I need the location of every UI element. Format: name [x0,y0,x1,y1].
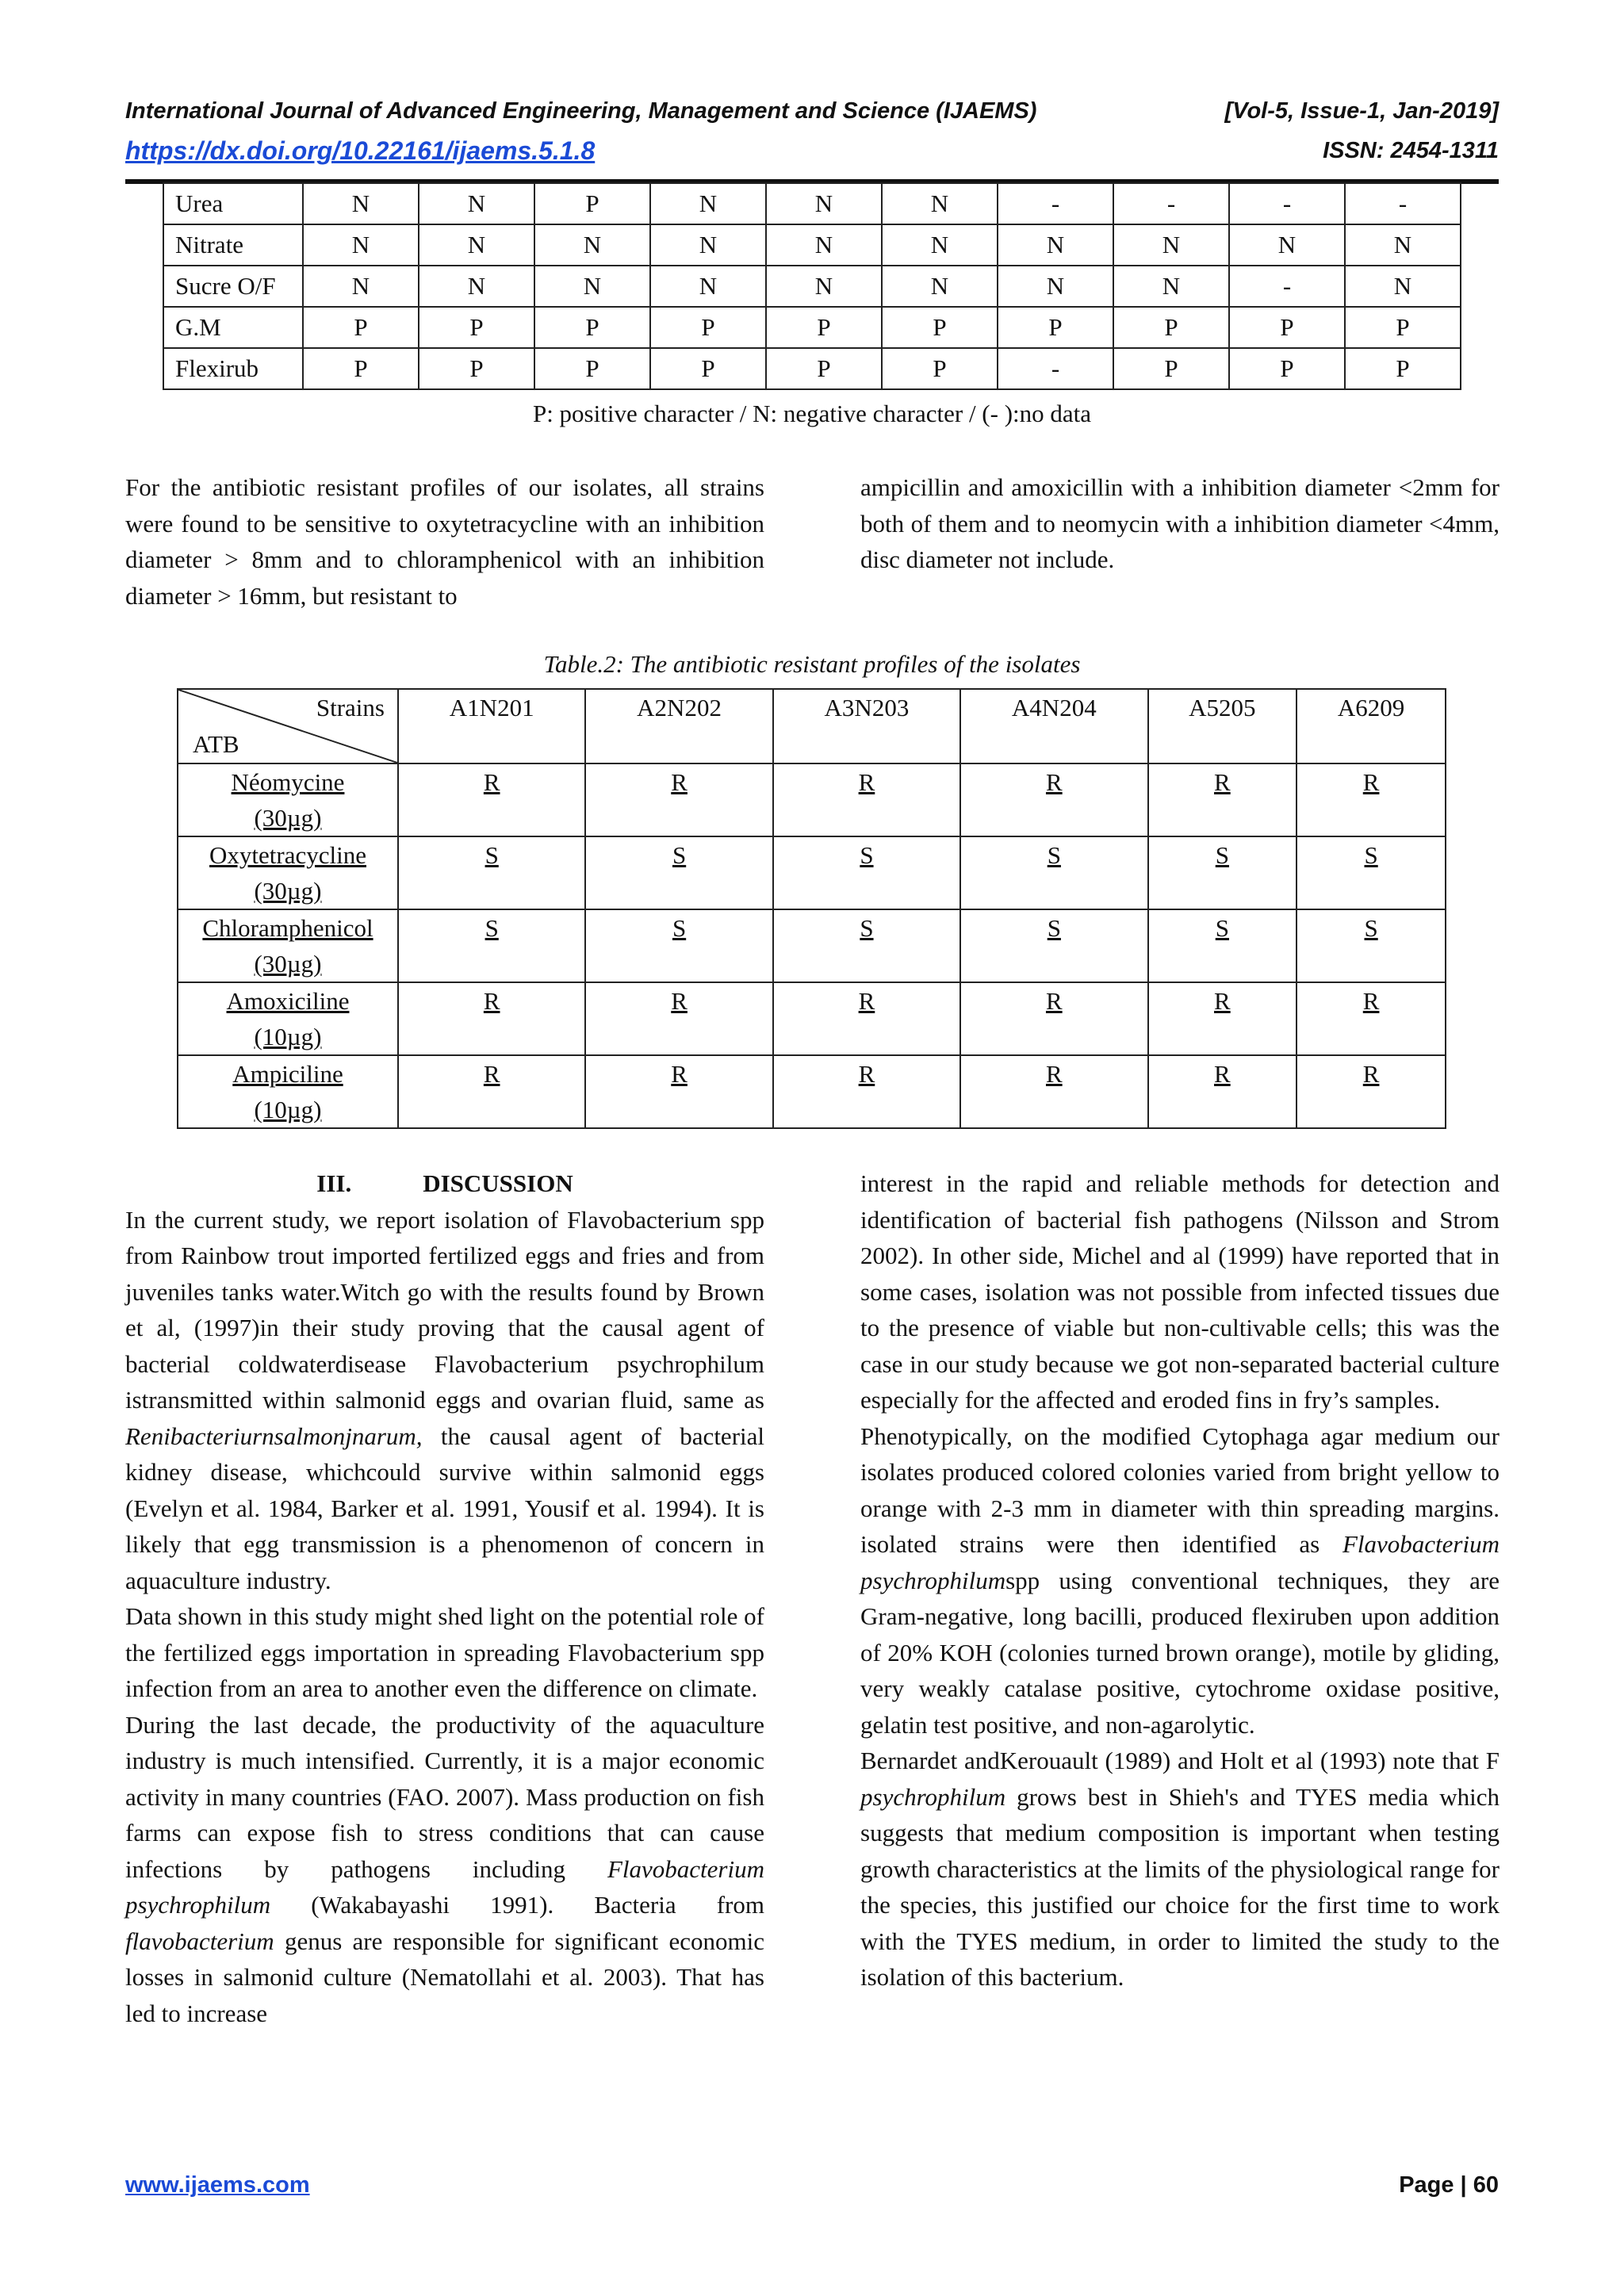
volume-info: [Vol-5, Issue-1, Jan-2019] [1224,98,1499,124]
discussion-paragraph: During the last decade, the productivity of the aquaculture industry is much intensified. Currently, it is a major economic activity in many countries (FAO. 2007). Mass production on fish farms can expose fish to stress conditions that can cause infections by pathogens including Flavobacterium psychrophilum (Wakabayashi 1991). Bacteria from flavobacterium genus are responsible for significant economic losses in salmonid culture (Nematollahi et al. 2003). That has led to increase [125,1710,765,2027]
table-cell: N [766,183,882,224]
table-cell: P [534,183,650,224]
table-cell: P [882,307,998,348]
resistance-cell: R [773,982,960,1055]
antibiotic-table [177,688,1446,1129]
resistance-cell: S [585,909,772,982]
row-label: Nitrate [163,224,303,266]
table-cell: P [1345,307,1461,348]
resistance-cell: R [398,763,585,836]
table-cell: P [1229,348,1345,389]
table-cell: N [1113,224,1229,266]
strain-header: A1N201 [398,689,585,763]
discussion-paragraph: Data shown in this study might shed light on the potential role of the fertilized eggs importation in spreading Flavobacterium spp infection from an area to another even the difference on climate. [125,1602,764,1702]
table-cell: - [1229,183,1345,224]
table-cell: - [1113,183,1229,224]
table-cell: P [534,307,650,348]
resistance-cell: R [585,982,772,1055]
resistance-cell: R [960,982,1147,1055]
page-number: Page | 60 [1399,2172,1499,2198]
table-cell: P [303,307,419,348]
section-title: DISCUSSION [423,1169,573,1197]
table-row [163,224,1461,266]
table-cell: - [1229,266,1345,307]
table-cell: N [766,224,882,266]
resistance-cell: R [773,1055,960,1128]
resistance-cell: R [960,763,1147,836]
table-cell: N [303,224,419,266]
table-cell: P [303,348,419,389]
discussion-paragraph: interest in the rapid and reliable methods for detection and identification of bacterial fish pathogens (Nilsson and Strom 2002). In other side, Michel and al (1999) have reported that in some cases, isolation was not possible from infected tissues due to the presence of viable but non-cultivable cells; this was the case in our study because we got non-separated bacterial culture especially for the affected and eroded fins in fry’s samples. [860,1169,1500,1414]
table-cell: P [882,348,998,389]
resistance-cell: S [1148,836,1297,909]
resistance-cell: R [1297,982,1446,1055]
table-row [163,307,1461,348]
table-cell: N [998,224,1113,266]
resistance-cell: R [960,1055,1147,1128]
table-cell: N [1345,224,1461,266]
table-cell: P [419,348,534,389]
table-cell: N [882,266,998,307]
table-cell: N [419,183,534,224]
strain-header: A3N203 [773,689,960,763]
resistance-cell: S [398,909,585,982]
table-row [178,982,1446,1055]
resistance-cell: R [1148,763,1297,836]
discussion-paragraph: Bernardet andKerouault (1989) and Holt et al (1993) note that F psychrophilum grows best in Shieh's and TYES media which suggests that medium composition is important when testing growth characteristics at the limits of the physiological range for the species, this justified our choice for the first time to work with the TYES medium, in order to limited the study to the isolation of this bacterium. [860,1747,1500,1991]
table-cell: P [650,348,766,389]
table-row [163,348,1461,389]
table-cell: N [419,266,534,307]
table-cell: N [303,183,419,224]
table-row [178,1055,1446,1128]
table-cell: P [998,307,1113,348]
table1-note: P: positive character / N: negative character / (- ):no data [532,400,1092,427]
resistance-cell: S [960,909,1147,982]
antibiotic-name: Amoxiciline (10µg) [178,982,398,1055]
resistance-cell: S [773,836,960,909]
discussion-right [860,1165,1500,1996]
antibiotic-name: Oxytetracycline (30µg) [178,836,398,909]
doi-link[interactable]: https://dx.doi.org/10.22161/ijaems.5.1.8 [125,136,596,165]
resistance-cell: R [585,763,772,836]
row-label: Urea [163,183,303,224]
resistance-cell: S [773,909,960,982]
table-cell: P [1229,307,1345,348]
resistance-cell: S [398,836,585,909]
discussion-paragraph: In the current study, we report isolation of Flavobacterium spp from Rainbow trout imported fertilized eggs and fries and from juveniles tanks water.Witch go with the results found by Brown et al, (1997)in their study proving that the causal agent of bacterial coldwaterdisease Flavobacterium psychrophilum istransmitted within salmonid eggs and ovarian fluid, same as Renibacteriurnsalmonjnarum, the causal agent of bacterial kidney disease, whichcould survive within salmonid eggs (Evelyn et al. 1984, Barker et al. 1991, Yousif et al. 1994). It is likely that egg transmission is a phenomenon of concern in aquaculture industry. [125,1205,765,1594]
resistance-cell: S [1148,909,1297,982]
intro-right [860,469,1500,578]
resistance-cell: S [585,836,772,909]
table-cell: N [882,224,998,266]
section-heading [125,1165,764,1202]
resistance-cell: R [398,1055,585,1128]
table-cell: N [1229,224,1345,266]
table-cell: - [998,183,1113,224]
biochem-table [163,182,1461,390]
intro-right-text: ampicillin and amoxicillin with a inhibition diameter <2mm for both of them and to neomycin with a inhibition diameter <4mm, disc diameter not include. [860,473,1500,573]
table-cell: N [766,266,882,307]
row-label: G.M [163,307,303,348]
table-cell: N [650,183,766,224]
table-row [178,909,1446,982]
table-cell: P [1345,348,1461,389]
table-cell: - [1345,183,1461,224]
row-label: Flexirub [163,348,303,389]
footer-site-link[interactable]: www.ijaems.com [125,2172,310,2198]
table-cell: N [882,183,998,224]
antibiotic-name: Ampiciline (10µg) [178,1055,398,1128]
section-number: III. [316,1169,352,1197]
intro-left-text: For the antibiotic resistant profiles of our isolates, all strains were found to be sensitive to oxytetracycline with an inhibition diameter > 8mm and to chloramphenicol with an inhibition diameter > 16mm, but resistant to [125,473,764,610]
table-cell: N [650,266,766,307]
table-row [163,266,1461,307]
discussion-paragraph: Phenotypically, on the modified Cytophaga agar medium our isolates produced colored colonies varied from bright yellow to orange with 2-3 mm in diameter with thin spreading margins. isolated strains were then identified as Flavobacterium psychrophilumspp using conventional techniques, they are Gram-negative, long bacilli, produced flexiruben upon addition of 20% KOH (colonies turned brown orange), motile by gliding, very weakly catalase positive, cytochrome oxidase positive, gelatin test positive, and non-agarolytic. [860,1422,1500,1739]
table-cell: N [534,266,650,307]
table2-corner [178,689,398,763]
table-cell: P [766,348,882,389]
table-cell: P [1113,307,1229,348]
antibiotic-name: Chloramphenicol (30µg) [178,909,398,982]
strain-header: A6209 [1297,689,1446,763]
table-cell: N [1345,266,1461,307]
resistance-cell: S [1297,909,1446,982]
journal-title: International Journal of Advanced Engineering, Management and Science (IJAEMS) [125,98,1037,124]
resistance-cell: S [960,836,1147,909]
table-row [178,836,1446,909]
table-cell: P [1113,348,1229,389]
table-cell: N [998,266,1113,307]
table-cell: N [650,224,766,266]
table-cell: N [534,224,650,266]
strain-header: A5205 [1148,689,1297,763]
discussion-left [125,1165,764,2031]
strain-header: A4N204 [960,689,1147,763]
table-row [178,763,1446,836]
table-row [163,183,1461,224]
table-cell: N [419,224,534,266]
resistance-cell: R [1297,763,1446,836]
table-cell: P [766,307,882,348]
resistance-cell: S [1297,836,1446,909]
resistance-cell: R [1297,1055,1446,1128]
table2-caption: Table.2: The antibiotic resistant profiles of the isolates [543,650,1081,678]
atb-label: ATB [193,730,239,758]
table-cell: P [419,307,534,348]
table-cell: P [534,348,650,389]
antibiotic-name: Néomycine (30µg) [178,763,398,836]
table-cell: N [1113,266,1229,307]
resistance-cell: R [585,1055,772,1128]
resistance-cell: R [1148,982,1297,1055]
table-cell: N [303,266,419,307]
intro-left [125,469,764,614]
row-label: Sucre O/F [163,266,303,307]
resistance-cell: R [1148,1055,1297,1128]
issn: ISSN: 2454-1311 [1323,138,1499,163]
resistance-cell: R [398,982,585,1055]
table-cell: - [998,348,1113,389]
strain-header: A2N202 [585,689,772,763]
strains-label: Strains [316,694,385,721]
resistance-cell: R [773,763,960,836]
table-cell: P [650,307,766,348]
